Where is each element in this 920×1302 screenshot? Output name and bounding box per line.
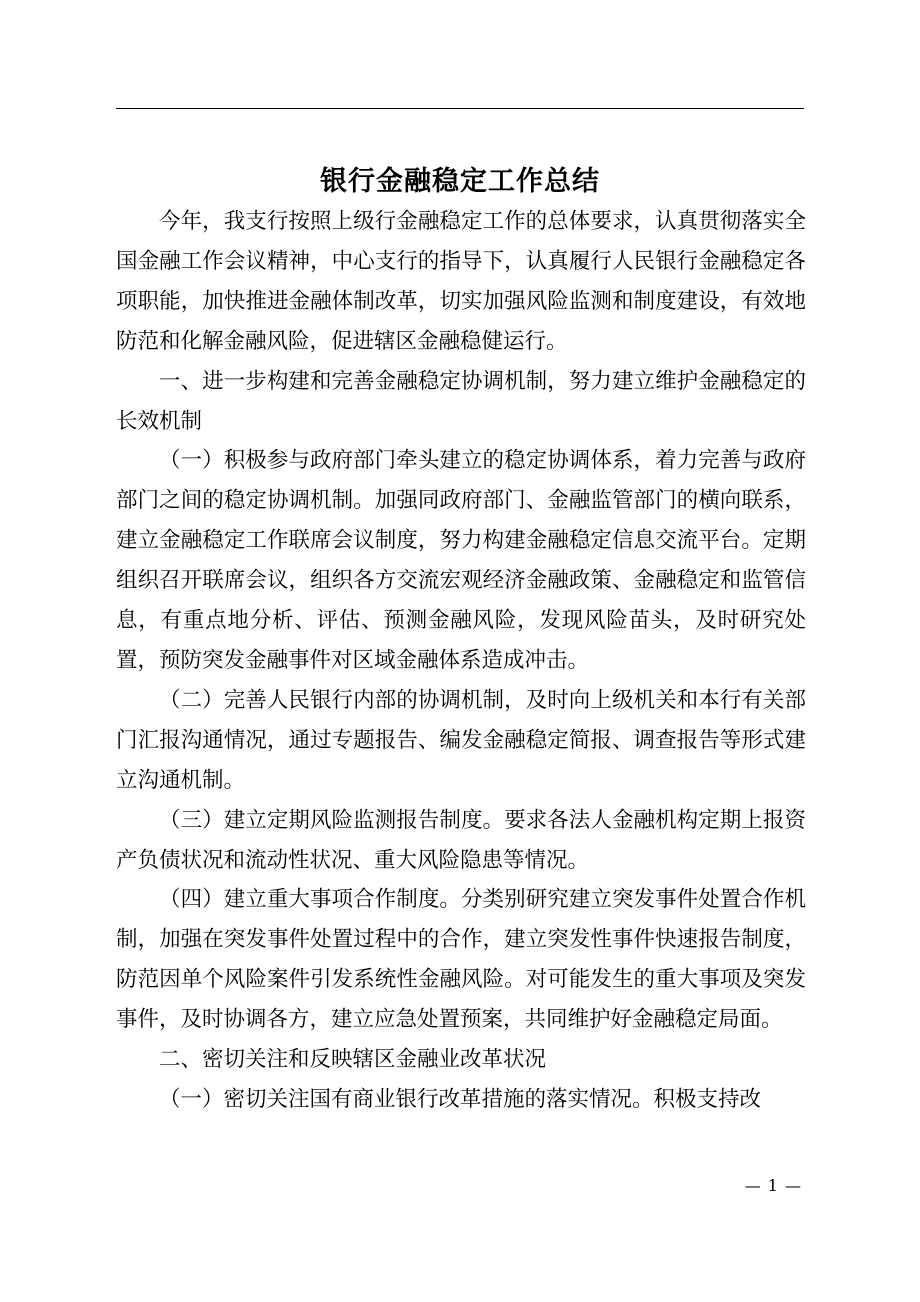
page-number: — 1 — [744,1176,802,1195]
section-heading-2: 二、密切关注和反映辖区金融业改革状况 [159,1047,547,1073]
paragraph-1-3: （三）建立定期风险监测报告制度。要求各法人金融机构定期上报资产负债状况和流动性状况、重大风险隐患等情况。 [116,807,806,873]
paragraph-2-1: （一）密切关注国有商业银行改革措施的落实情况。积极支持改 [159,1086,762,1112]
paragraph-1-4: （四）建立重大事项合作制度。分类别研究建立突发事件处置合作机制，加强在突发事件处置过程中的合作，建立突发性事件快速报告制度，防范因单个风险案件引发系统性金融风险。对可能发生的重大事项及突发事件，及时协调各方，建立应急处置预案，共同维护好金融稳定局面。 [116,887,806,1033]
document-body [116,202,806,1120]
document-title: 银行金融稳定工作总结 [320,166,600,197]
header-rule [116,108,804,109]
paragraph-intro: 今年，我支行按照上级行金融稳定工作的总体要求，认真贯彻落实全国金融工作会议精神，中心支行的指导下，认真履行人民银行金融稳定各项职能，加快推进金融体制改革，切实加强风险监测和制度建设，有效地防范和化解金融风险，促进辖区金融稳健运行。 [116,209,806,354]
paragraph-1-1: （一）积极参与政府部门牵头建立的稳定协调体系，着力完善与政府部门之间的稳定协调机制。加强同政府部门、金融监管部门的横向联系，建立金融稳定工作联席会议制度，努力构建金融稳定信息交流平台。定期组织召开联席会议，组织各方交流宏观经济金融政策、金融稳定和监管信息，有重点地分析、评估、预测金融风险，发现风险苗头，及时研究处置，预防突发金融事件对区域金融体系造成冲击。 [116,448,806,673]
section-heading-1: 一、进一步构建和完善金融稳定协调机制，努力建立维护金融稳定的长效机制 [116,368,806,434]
paragraph-1-2: （二）完善人民银行内部的协调机制，及时向上级机关和本行有关部门汇报沟通情况，通过专题报告、编发金融稳定简报、调查报告等形式建立沟通机制。 [116,687,806,793]
